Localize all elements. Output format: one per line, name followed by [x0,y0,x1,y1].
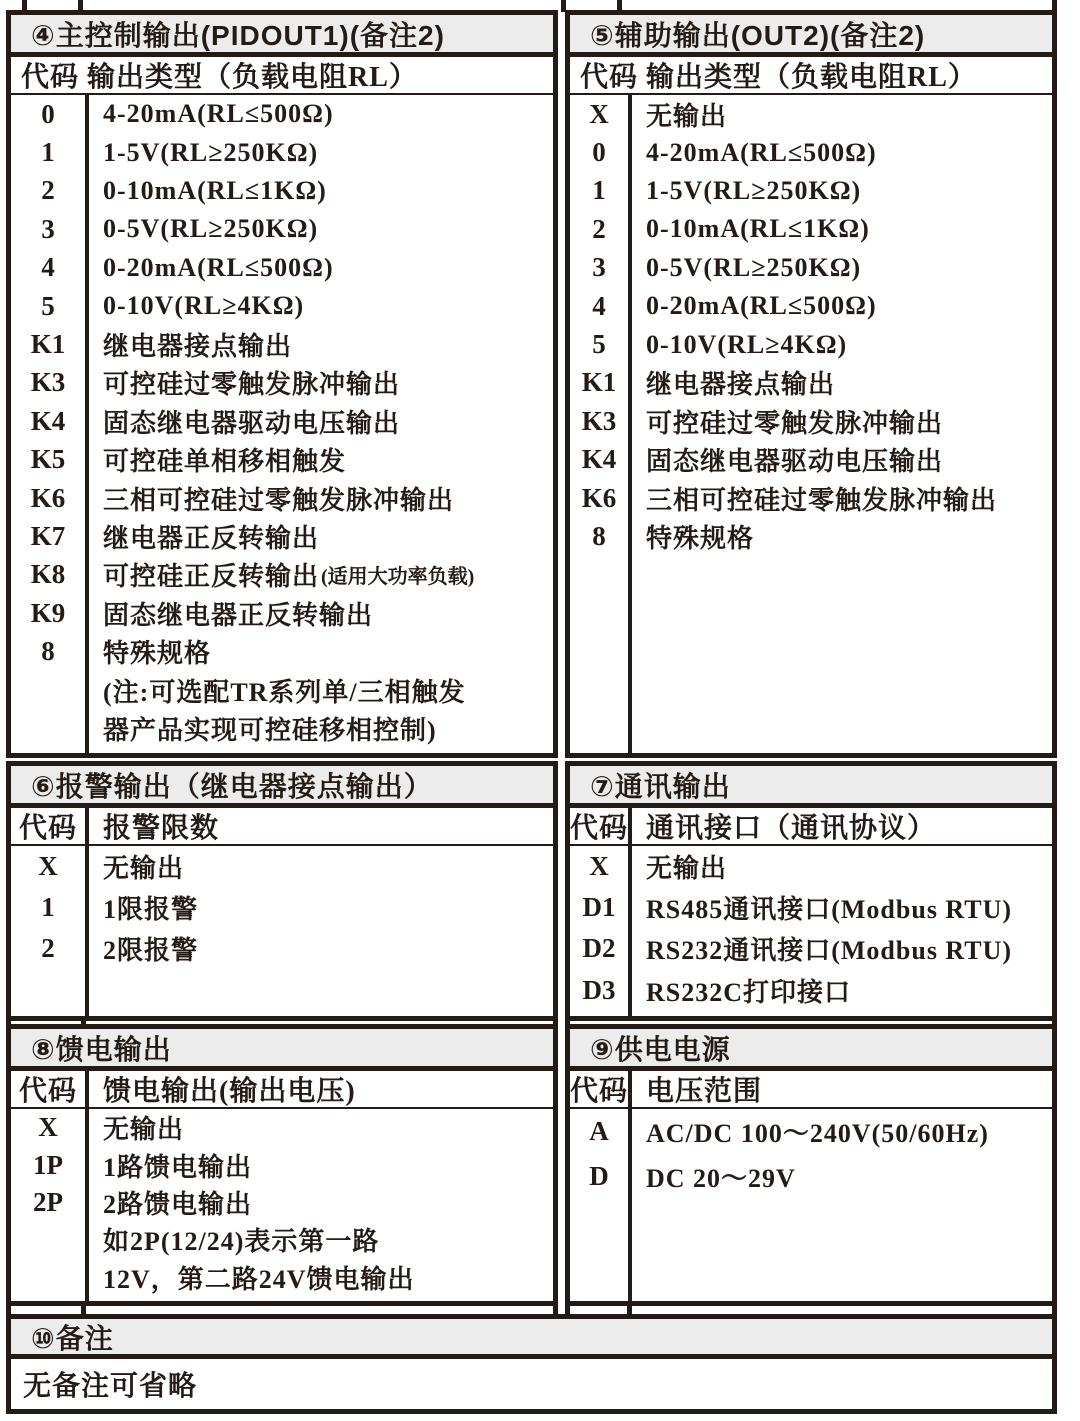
row-code: 2 [41,933,55,964]
row-code: K6 [30,482,66,513]
code-list [570,1109,1052,1301]
row-code: 2 [592,213,606,244]
row-desc: 特殊规格 [103,639,212,669]
row-code: X [38,851,58,882]
row-desc: 固态继电器正反转输出 [103,600,374,630]
code-column-header: 代码 [570,808,632,844]
row-desc: 4-20mA(RL≤500Ω) [646,137,877,167]
table-border-stub [81,1306,86,1314]
section-table-remarks [6,1314,1057,1414]
table-row [570,928,1052,969]
row-desc: 三相可控硅过零触发脉冲输出 [646,485,998,515]
row-desc: 继电器接点输出 [103,332,293,362]
table-row [11,364,553,402]
column-header-row [11,808,553,846]
table-row [570,325,1052,363]
row-desc: 如2P(12/24)表示第一路 [103,1227,380,1257]
table-row [570,210,1052,248]
table-row [11,556,553,594]
row-desc: 1路馈电输出 [103,1152,253,1182]
row-code: 0 [41,98,55,129]
row-code: K5 [30,444,66,475]
desc-column-header: 报警限数 [103,813,220,844]
row-code: 2 [41,175,55,206]
row-desc: 无输出 [646,854,728,884]
row-code: 3 [41,213,55,244]
row-desc: 三相可控硅过零触发脉冲输出 [103,485,455,515]
table-row [11,887,553,928]
code-list [570,95,1052,753]
section-header [570,1029,1052,1071]
row-code: 8 [41,636,55,667]
table-row [11,441,553,479]
section-table-feed-power-output [6,1024,558,1306]
row-desc: 0-20mA(RL≤500Ω) [646,291,877,321]
column-header-label: 代码 输出类型（负载电阻RL） [21,62,418,93]
row-code: 1 [592,175,606,206]
table-border-stub [627,1306,632,1314]
column-header-row [570,57,1052,95]
table-row [570,517,1052,555]
row-desc: AC/DC 100～240V(50/60Hz) [646,1119,989,1148]
table-row [11,1184,553,1221]
table-row [570,479,1052,517]
row-code: 1P [33,1149,63,1180]
table-row [11,133,553,171]
section-title: ⑦通讯输出 [590,770,731,802]
row-desc: 继电器接点输出 [646,370,836,400]
row-desc: 无输出 [103,1115,185,1145]
table-border-stub [565,1306,570,1314]
row-code: K7 [30,520,66,551]
row-code: K4 [581,444,617,475]
row-desc: 无输出 [646,101,728,131]
table-border-stub [553,1306,558,1314]
row-desc: 0-20mA(RL≤500Ω) [103,252,334,282]
row-code: 3 [592,252,606,283]
table-row [570,441,1052,479]
row-desc: 1限报警 [103,895,199,925]
row-desc: 器产品实现可控硅移相控制) [103,715,437,745]
table-row [570,402,1052,440]
table-row [11,95,553,133]
row-desc: 0-5V(RL≥250KΩ) [646,252,862,282]
row-code: D1 [582,892,616,923]
table-row [570,95,1052,133]
table-row [570,970,1052,1011]
row-code: 4 [41,252,55,283]
table-row [11,479,553,517]
section-title: ④主控制输出(PIDOUT1)(备注2) [31,19,445,51]
code-list [11,1109,553,1301]
row-desc: 0-10mA(RL≤1KΩ) [103,175,327,205]
code-list [570,846,1052,1016]
row-desc: 1-5V(RL≥250KΩ) [103,137,319,167]
section-table-alarm-output [6,761,558,1021]
section-title: ⑥报警输出（继电器接点输出） [31,770,433,802]
section-title: ⑤辅助输出(OUT2)(备注2) [590,19,926,51]
table-row [570,133,1052,171]
section-header [11,15,553,57]
table-row [570,846,1052,887]
table-row [570,1109,1052,1154]
row-code: A [589,1116,609,1146]
table-row [570,887,1052,928]
row-desc: 0-10V(RL≥4KΩ) [103,291,305,321]
row-code: K6 [581,482,617,513]
row-desc: DC 20～29V [646,1164,796,1193]
row-code: 8 [592,520,606,551]
row-desc: 1-5V(RL≥250KΩ) [646,175,862,205]
row-desc: 2路馈电输出 [103,1189,253,1219]
table-row [570,249,1052,287]
table-row [570,287,1052,325]
table-row [11,249,553,287]
table-row [11,325,553,363]
section-table-main-control-output [6,10,558,758]
section-title: ⑨供电电源 [590,1033,731,1065]
row-code: K1 [581,367,617,398]
row-code: K3 [30,367,66,398]
row-note: (适用大功率负载) [321,566,475,589]
row-desc: 继电器正反转输出 [103,523,320,553]
table-row [11,632,553,670]
table-row [570,1154,1052,1199]
row-desc: (注:可选配TR系列单/三相触发 [103,677,466,707]
table-row [11,287,553,325]
row-desc: 0-5V(RL≥250KΩ) [103,214,319,244]
section-title: ⑧馈电输出 [31,1033,172,1065]
table-border-stub [6,1306,11,1314]
row-desc: 0-10mA(RL≤1KΩ) [646,214,870,244]
code-column-header: 代码 [11,1071,89,1107]
code-list [11,846,553,1016]
row-desc: 12V，第二路24V馈电输出 [103,1264,415,1294]
section-table-power-supply [565,1024,1057,1306]
table-row [11,210,553,248]
row-desc: 特殊规格 [646,523,755,553]
table-row [11,1109,553,1146]
row-desc: 无输出 [103,854,185,884]
row-code: 5 [41,290,55,321]
table-row [11,402,553,440]
desc-column-header: 通讯接口（通讯协议） [646,813,937,844]
section-title: ⑩备注 [31,1322,114,1354]
column-header-row [570,808,1052,846]
desc-column-header: 馈电输出(输出电压) [103,1076,356,1107]
row-code: D [589,1161,609,1191]
section-table-communication-output [565,761,1057,1021]
column-header-row [570,1071,1052,1109]
row-desc: 2限报警 [103,936,199,966]
row-code: K8 [30,559,66,590]
row-code: 0 [592,137,606,168]
desc-column-header: 电压范围 [646,1076,763,1107]
table-border-stub [1052,1306,1057,1314]
table-row [11,1259,553,1296]
code-list [11,95,553,753]
row-code: X [38,1112,58,1143]
section-header [11,1029,553,1071]
table-row [11,594,553,632]
table-row [11,517,553,555]
column-header-row [11,57,553,95]
row-code: D2 [582,933,616,964]
table-row [11,172,553,210]
table-row [570,364,1052,402]
remarks-text-row [11,1359,1052,1409]
row-desc: 可控硅过零触发脉冲输出 [103,370,401,400]
row-desc: 固态继电器驱动电压输出 [103,408,401,438]
row-code: D3 [582,974,616,1005]
row-desc: RS232C打印接口 [646,977,852,1007]
row-code: X [589,851,609,882]
section-header [11,1319,1052,1359]
row-code: K1 [30,329,66,360]
row-desc: 固态继电器驱动电压输出 [646,447,944,477]
section-header [11,766,553,808]
row-desc: RS232通讯接口(Modbus RTU) [646,936,1013,966]
row-code: 2P [33,1186,63,1217]
row-code: K4 [30,405,66,436]
section-table-aux-output [565,10,1057,758]
code-column-header: 代码 [570,1071,632,1107]
row-code: 1 [41,892,55,923]
table-row [11,671,553,709]
code-column-header: 代码 [11,808,89,844]
row-code: 1 [41,137,55,168]
section-header [570,766,1052,808]
table-row [11,928,553,969]
row-desc: 可控硅单相移相触发 [103,447,347,477]
row-code: K9 [30,597,66,628]
row-code: K3 [581,405,617,436]
row-desc: 0-10V(RL≥4KΩ) [646,329,848,359]
row-desc: 可控硅过零触发脉冲输出 [646,408,944,438]
row-desc: 4-20mA(RL≤500Ω) [103,99,334,129]
section-header [570,15,1052,57]
table-row [11,709,553,747]
table-row [11,1146,553,1183]
remarks-text: 无备注可省略 [23,1371,198,1402]
column-header-label: 代码 输出类型（负载电阻RL） [580,62,977,93]
row-desc: 可控硅正反转输出 [103,562,320,592]
row-desc: RS485通讯接口(Modbus RTU) [646,895,1013,925]
row-code: X [589,98,609,129]
table-row [570,172,1052,210]
column-header-row [11,1071,553,1109]
table-row [11,1221,553,1258]
table-row [11,846,553,887]
row-code: 5 [592,329,606,360]
row-code: 4 [592,290,606,321]
